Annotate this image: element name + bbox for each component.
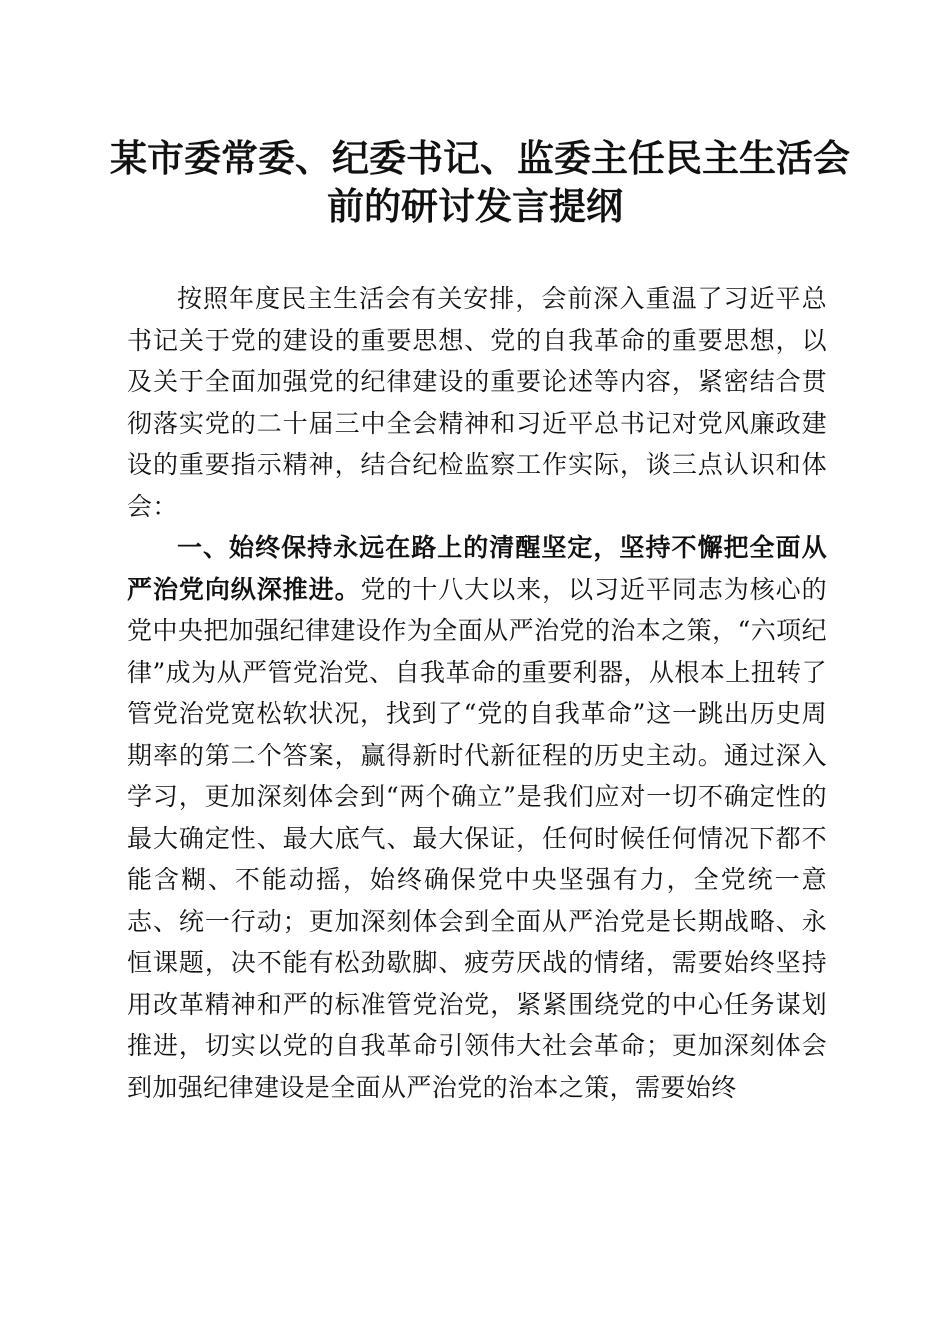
- section-1-heading: 一、始终保持永远在路上的清醒坚定，坚持不懈把全面从严治党向纵深推进。: [127, 533, 827, 604]
- section-1-body: 党的十八大以来，以习近平同志为核心的党中央把加强纪律建设作为全面从严治党的治本之策，“六项纪律”成为从严管党治党、自我革命的重要利器，从根本上扭转了管党治党宽松软状况，找到了“党的自我革命”这一跳出历史周期率的第二个答案，赢得新时代新征程的历史主动。通过深入学习，更加深刻体会到“两个确立”是我们应对一切不确定性的最大确定性、最大底气、最大保证，任何时候任何情况下都不能含糊、不能动摇，始终确保党中央坚强有力，全党统一意志、统一行动；更加深刻体会到全面从严治党是长期战略、永恒课题，决不能有松劲歇脚、疲劳厌战的情绪，需要始终坚持用改革精神和严的标准管党治党，紧紧围绕党的中心任务谋划推进，切实以党的自我革命引领伟大社会革命；更加深刻体会到加强纪律建设是全面从严治党的治本之策，需要始终: [127, 574, 827, 1102]
- intro-paragraph: 按照年度民主生活会有关安排，会前深入重温了习近平总书记关于党的建设的重要思想、党的自我革命的重要思想，以及关于全面加强党的纪律建设的重要论述等内容，紧密结合贯彻落实党的二十届三中全会精神和习近平总书记对党风廉政建设的重要指示精神，结合纪检监察工作实际，谈三点认识和体会：: [127, 284, 827, 521]
- title-line-2: 前的研讨发言提纲: [327, 184, 623, 228]
- section-1-paragraph: [127, 527, 827, 1108]
- title-line-1: 某市委常委、纪委书记、监委主任民主生活会: [110, 136, 850, 180]
- document-body: [127, 278, 827, 1108]
- document-title: [110, 134, 850, 230]
